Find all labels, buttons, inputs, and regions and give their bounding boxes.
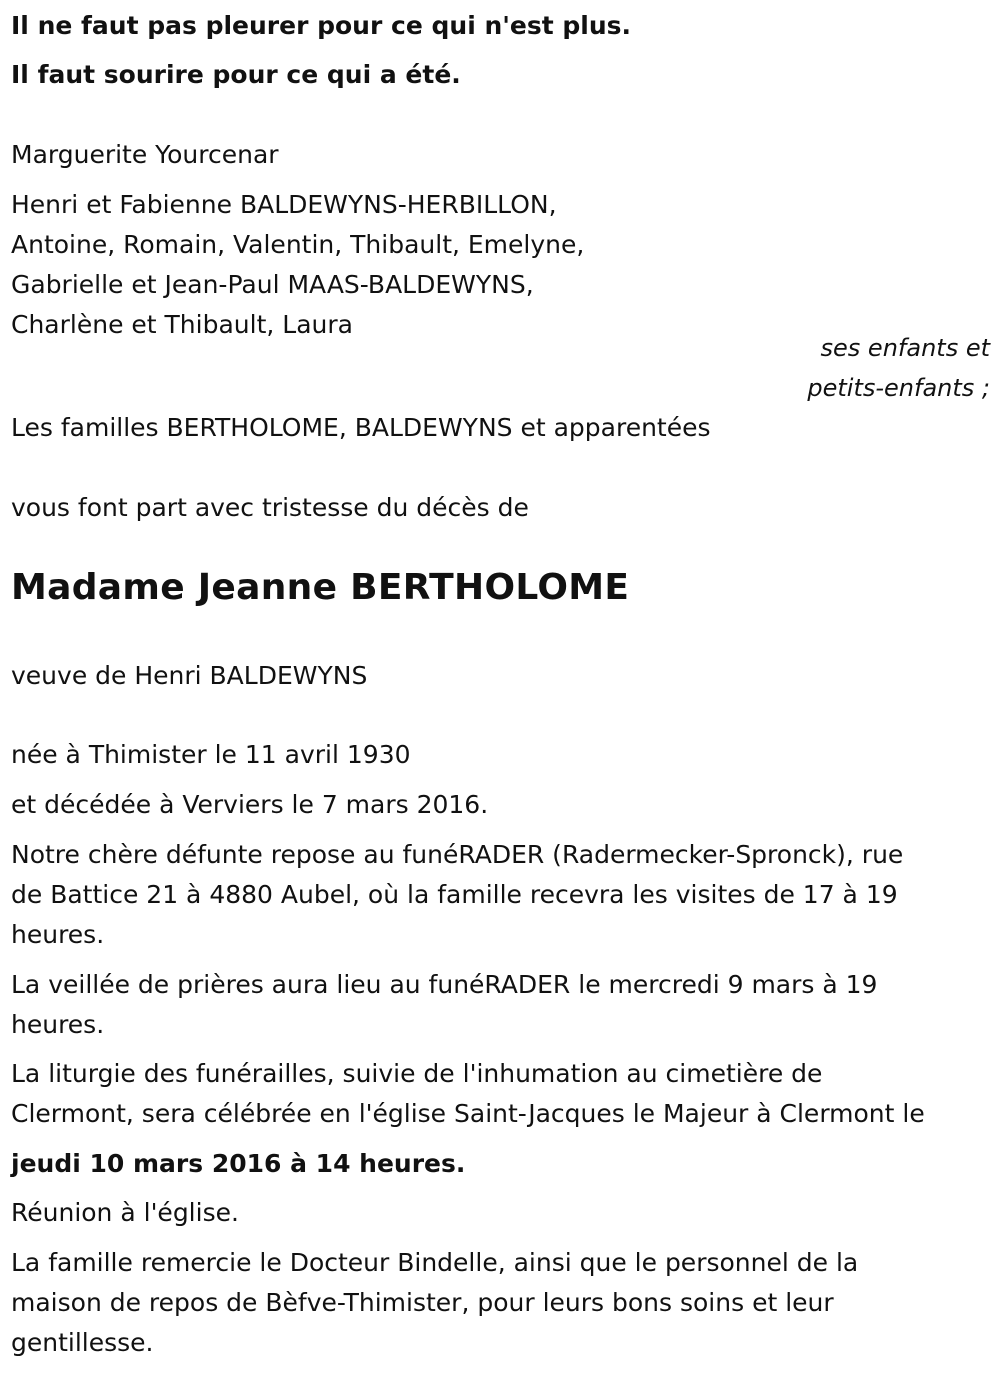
thanks-line: La famille remercie le Docteur Bindelle, ainsi que le personnel de la bbox=[11, 1248, 859, 1277]
repose-line: Notre chère défunte repose au funéRADER (Radermecker-Spronck), rue bbox=[11, 840, 904, 869]
liturgy-date: jeudi 10 mars 2016 à 14 heures. bbox=[11, 1149, 466, 1178]
meeting-place: Réunion à l'église. bbox=[11, 1198, 239, 1227]
family-line: Gabrielle et Jean-Paul MAAS-BALDEWYNS, bbox=[11, 270, 534, 299]
liturgy-line: La liturgie des funérailles, suivie de l'inhumation au cimetière de bbox=[11, 1059, 823, 1088]
vigil-line: heures. bbox=[11, 1010, 105, 1039]
liturgy-line: Clermont, sera célébrée en l'église Saint-Jacques le Majeur à Clermont le bbox=[11, 1099, 925, 1128]
family-relation-line-2: petits-enfants ; bbox=[807, 374, 990, 402]
family-line: Antoine, Romain, Valentin, Thibault, Emelyne, bbox=[11, 230, 585, 259]
family-line: Charlène et Thibault, Laura bbox=[11, 310, 353, 339]
quote-line-1: Il ne faut pas pleurer pour ce qui n'est plus. bbox=[11, 11, 632, 40]
deceased-death: et décédée à Verviers le 7 mars 2016. bbox=[11, 790, 489, 819]
deceased-birth: née à Thimister le 11 avril 1930 bbox=[11, 740, 411, 769]
other-families: Les familles BERTHOLOME, BALDEWYNS et apparentées bbox=[11, 413, 711, 442]
vigil-line: La veillée de prières aura lieu au funéRADER le mercredi 9 mars à 19 bbox=[11, 970, 878, 999]
repose-line: heures. bbox=[11, 920, 105, 949]
thanks-line: maison de repos de Bèfve-Thimister, pour leurs bons soins et leur bbox=[11, 1288, 834, 1317]
family-relation-line-1: ses enfants et bbox=[820, 334, 990, 362]
announcement: vous font part avec tristesse du décès de bbox=[11, 493, 529, 522]
repose-line: de Battice 21 à 4880 Aubel, où la famille recevra les visites de 17 à 19 bbox=[11, 880, 898, 909]
quote-author: Marguerite Yourcenar bbox=[11, 140, 279, 169]
thanks-line: gentillesse. bbox=[11, 1328, 154, 1357]
deceased-spouse: veuve de Henri BALDEWYNS bbox=[11, 661, 368, 690]
deceased-name: Madame Jeanne BERTHOLOME bbox=[11, 567, 630, 608]
family-line: Henri et Fabienne BALDEWYNS-HERBILLON, bbox=[11, 190, 557, 219]
quote-line-2: Il faut sourire pour ce qui a été. bbox=[11, 60, 461, 89]
